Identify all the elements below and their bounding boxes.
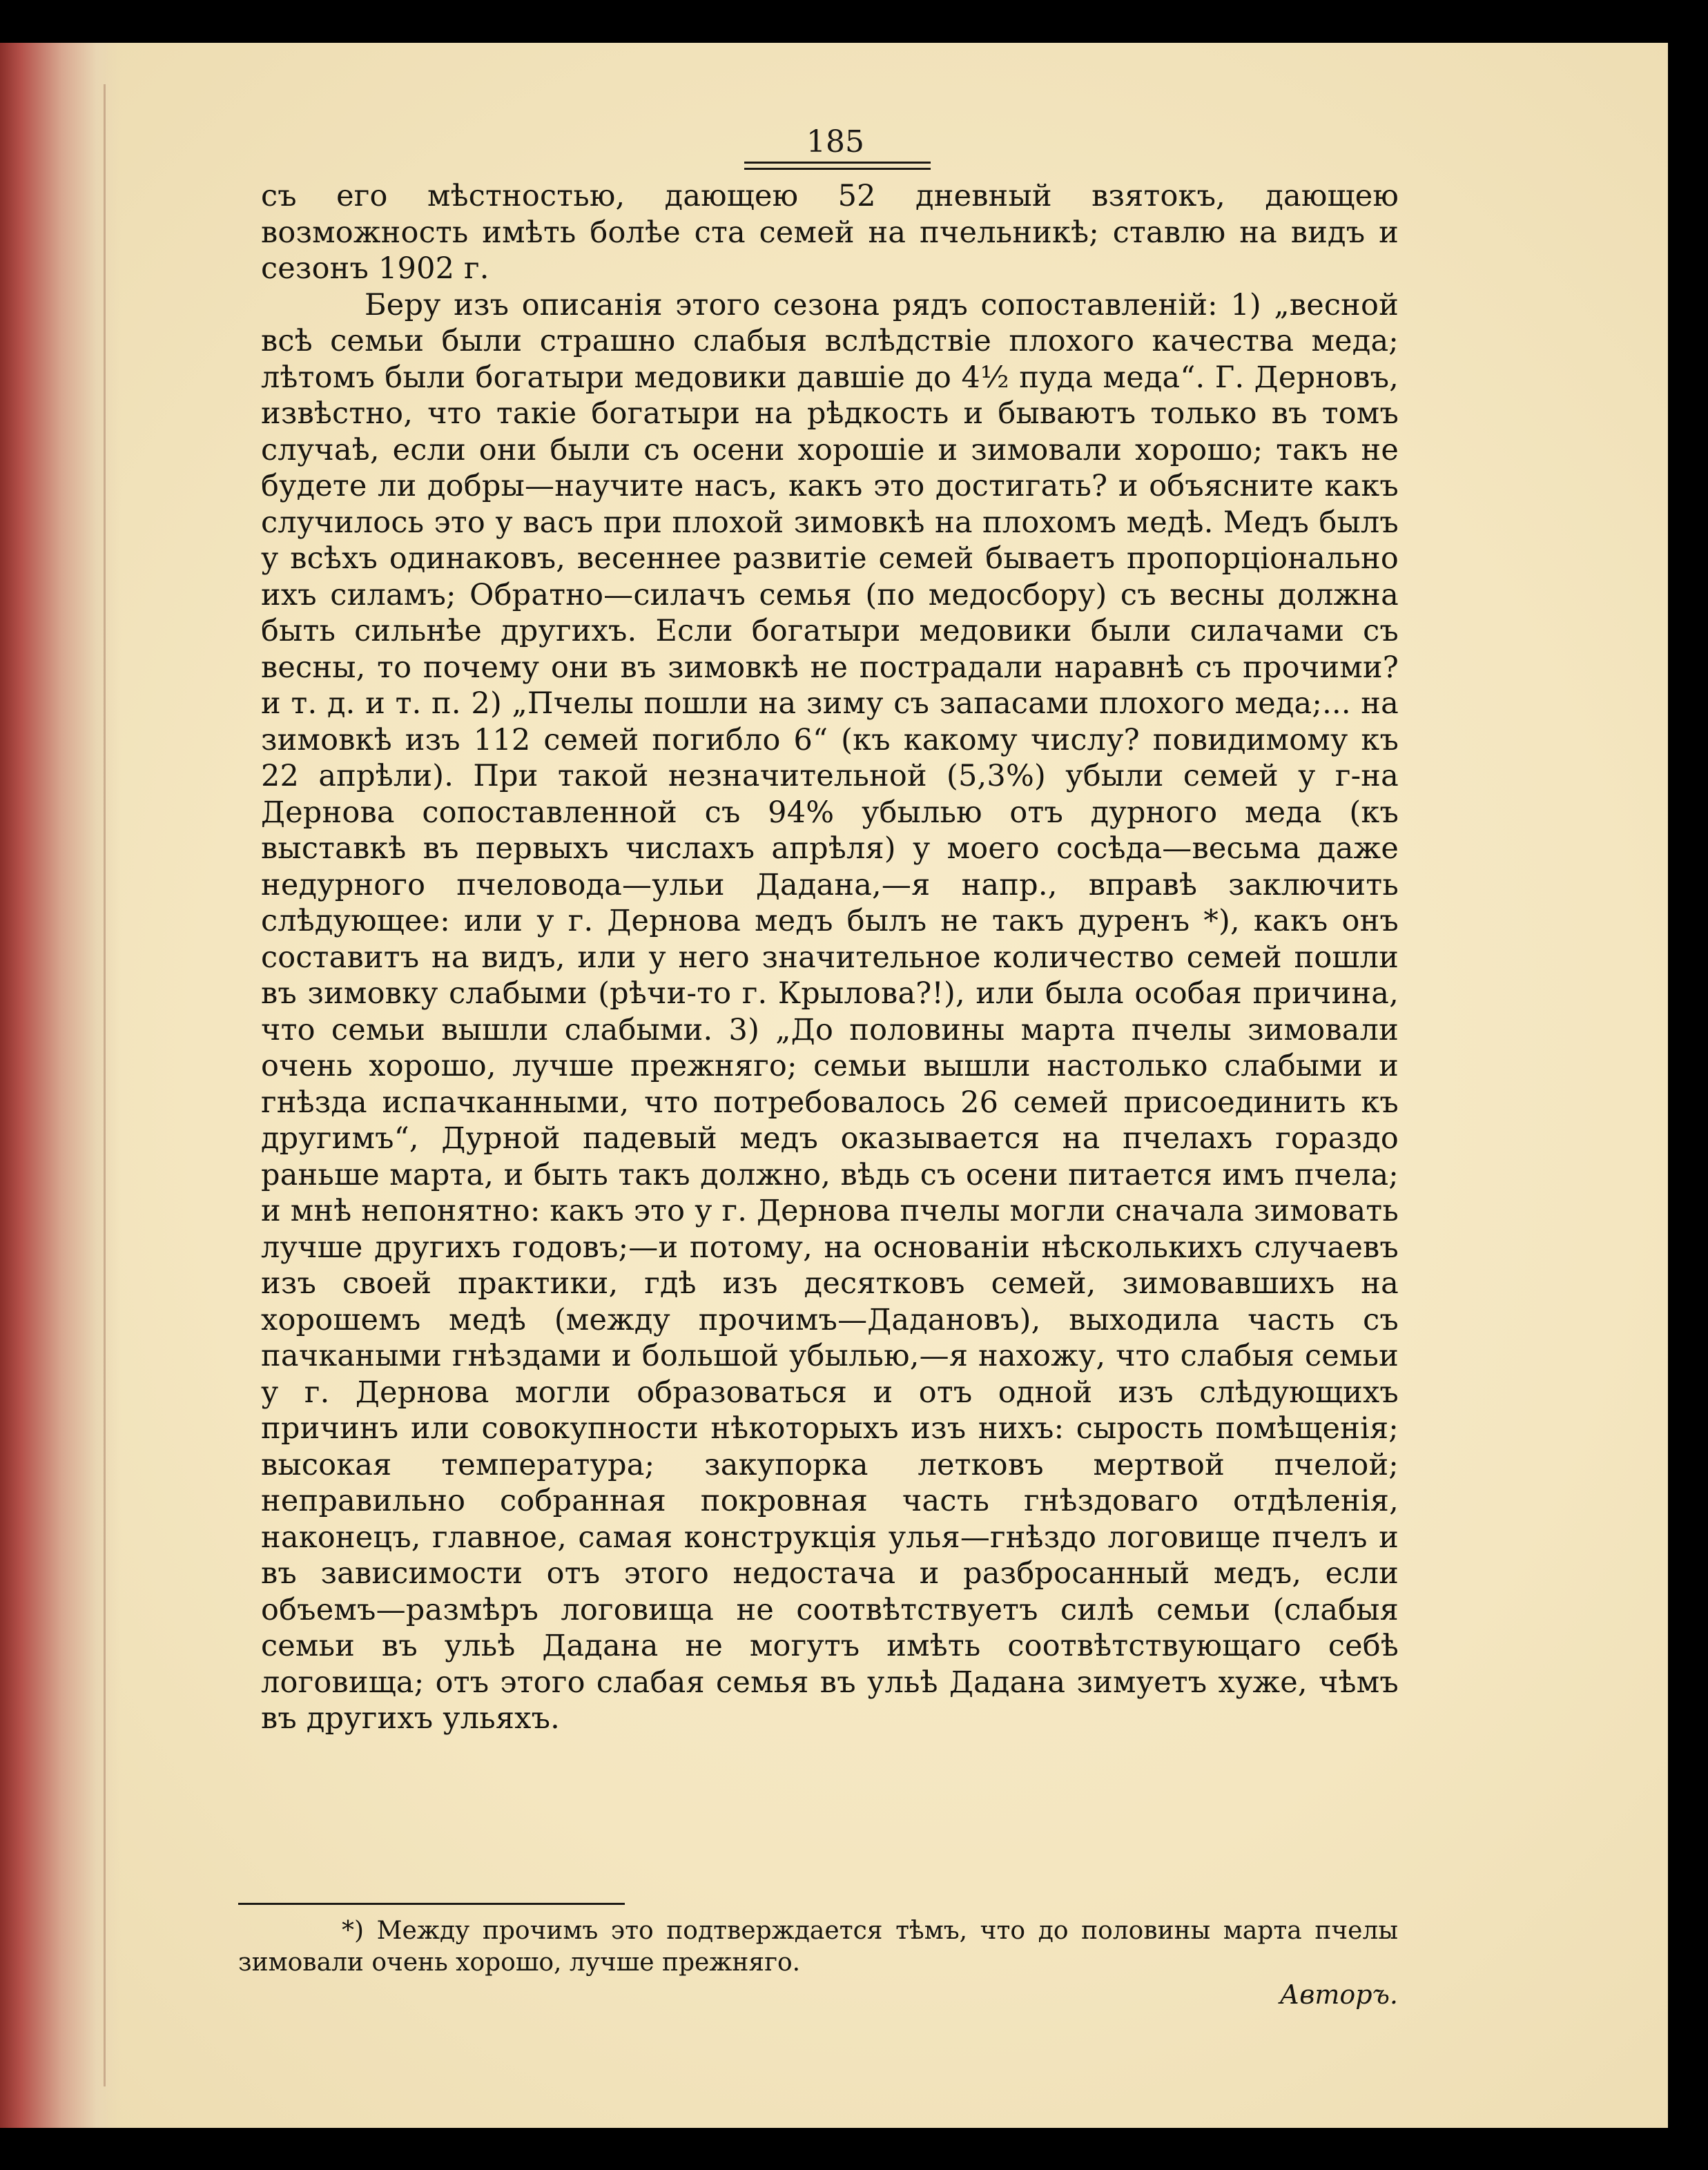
- page-fold-line: [104, 84, 106, 2086]
- header-rule-top: [744, 162, 931, 164]
- book-page-scan: [0, 43, 1668, 2128]
- footnote-author: Авторъ.: [1279, 1979, 1398, 2010]
- page-number: 185: [806, 124, 864, 159]
- header-rule-bottom: [744, 168, 931, 170]
- paragraph-continuation: съ его мѣстностью, дающею 52 дневный взятокъ, дающею возможность имѣть болѣе ста семей на пчельникѣ; ставлю на видъ и сезонъ 1902 г.: [261, 179, 1399, 286]
- footnote-divider: [238, 1903, 625, 1905]
- paragraph-main: Беру изъ описанія этого сезона рядъ сопоставленій: 1) „весной всѣ семьи были страшно слабыя вслѣдствіе плохого качества меда; лѣтомъ были богатыри медовики давшіе до 4½ пуда меда“. Г. Дерновъ, извѣстно, что такіе богатыри на рѣдкость и бываютъ только въ томъ случаѣ, если они были съ осени хорошіе и зимовали хорошо; такъ не будете ли добры—научите насъ, какъ это достигать? и объясните какъ случилось это у васъ при плохой зимовкѣ на плохомъ медѣ. Медъ былъ у всѣхъ одинаковъ, весеннее развитіе семей бываетъ пропорціонально ихъ силамъ; Обратно—силачъ семья (по медосбору) съ весны должна быть сильнѣе другихъ. Если богатыри медовики были силачами съ весны, то почему они въ зимовкѣ не пострадали наравнѣ съ прочими? и т. д. и т. п. 2) „Пчелы пошли на зиму съ запасами плохого меда;... на зимовкѣ изъ 112 семей погибло 6“ (къ какому числу? повидимому къ 22 апрѣли). При такой незначительной (5,3%) убыли семей у г-на Дернова сопоставленной съ 94% убылью отъ дурного меда (къ выставкѣ въ первыхъ числахъ апрѣля) у моего сосѣда—весьма даже недурного пчеловода—ульи Дадана,—я напр., вправѣ заключить слѣдующее: или у г. Дернова медъ былъ не такъ дуренъ *), какъ онъ составитъ на видъ, или у него значительное количество семей пошли въ зимовку слабыми (рѣчи-то г. Крылова?!), или была особая причина, что семьи вышли слабыми. 3) „До половины марта пчелы зимовали очень хорошо, лучше прежняго; семьи вышли настолько слабыми и гнѣзда испачканными, что потребовалось 26 семей присоединить къ другимъ“, Дурной падевый медъ оказывается на пчелахъ гораздо раньше марта, и быть такъ должно, вѣдь съ осени питается имъ пчела; и мнѣ непонятно: какъ это у г. Дернова пчелы могли сначала зимовать лучше другихъ годовъ;—и потому, на основаніи нѣсколькихъ случаевъ изъ своей практики, гдѣ изъ десятковъ семей, зимовавшихъ на хорошемъ медѣ (между прочимъ—Дадановъ), выходила часть съ пачкаными гнѣздами и большой убылью,—я нахожу, что слабыя семьи у г. Дернова могли образоваться и отъ одной изъ слѣдующихъ причинъ или совокупности нѣкоторыхъ изъ нихъ: сырость помѣщенія; высокая температура; закупорка летковъ мертвой пчелой; неправильно собранная покровная часть гнѣздоваго отдѣленія, наконецъ, главное, самая конструкція улья—гнѣздо логовище пчелъ и въ зависимости отъ этого недостача и разбросанный медъ, если объемъ—размѣръ логовища не соотвѣтствуетъ силѣ семьи (слабыя семьи въ ульѣ Дадана не могутъ имѣть соотвѣтствующаго себѣ логовища; отъ этого слабая семья въ ульѣ Дадана зимуетъ хуже, чѣмъ въ другихъ ульяхъ.: [261, 287, 1399, 1736]
- body-text: [261, 178, 1399, 1737]
- footnote-text: *) Между прочимъ это подтверждается тѣмъ, что до половины марта пчелы зимовали очень хорошо, лучше прежняго.: [238, 1917, 1398, 1977]
- book-spine-edge: [0, 43, 121, 2128]
- footnote: [238, 1915, 1398, 2010]
